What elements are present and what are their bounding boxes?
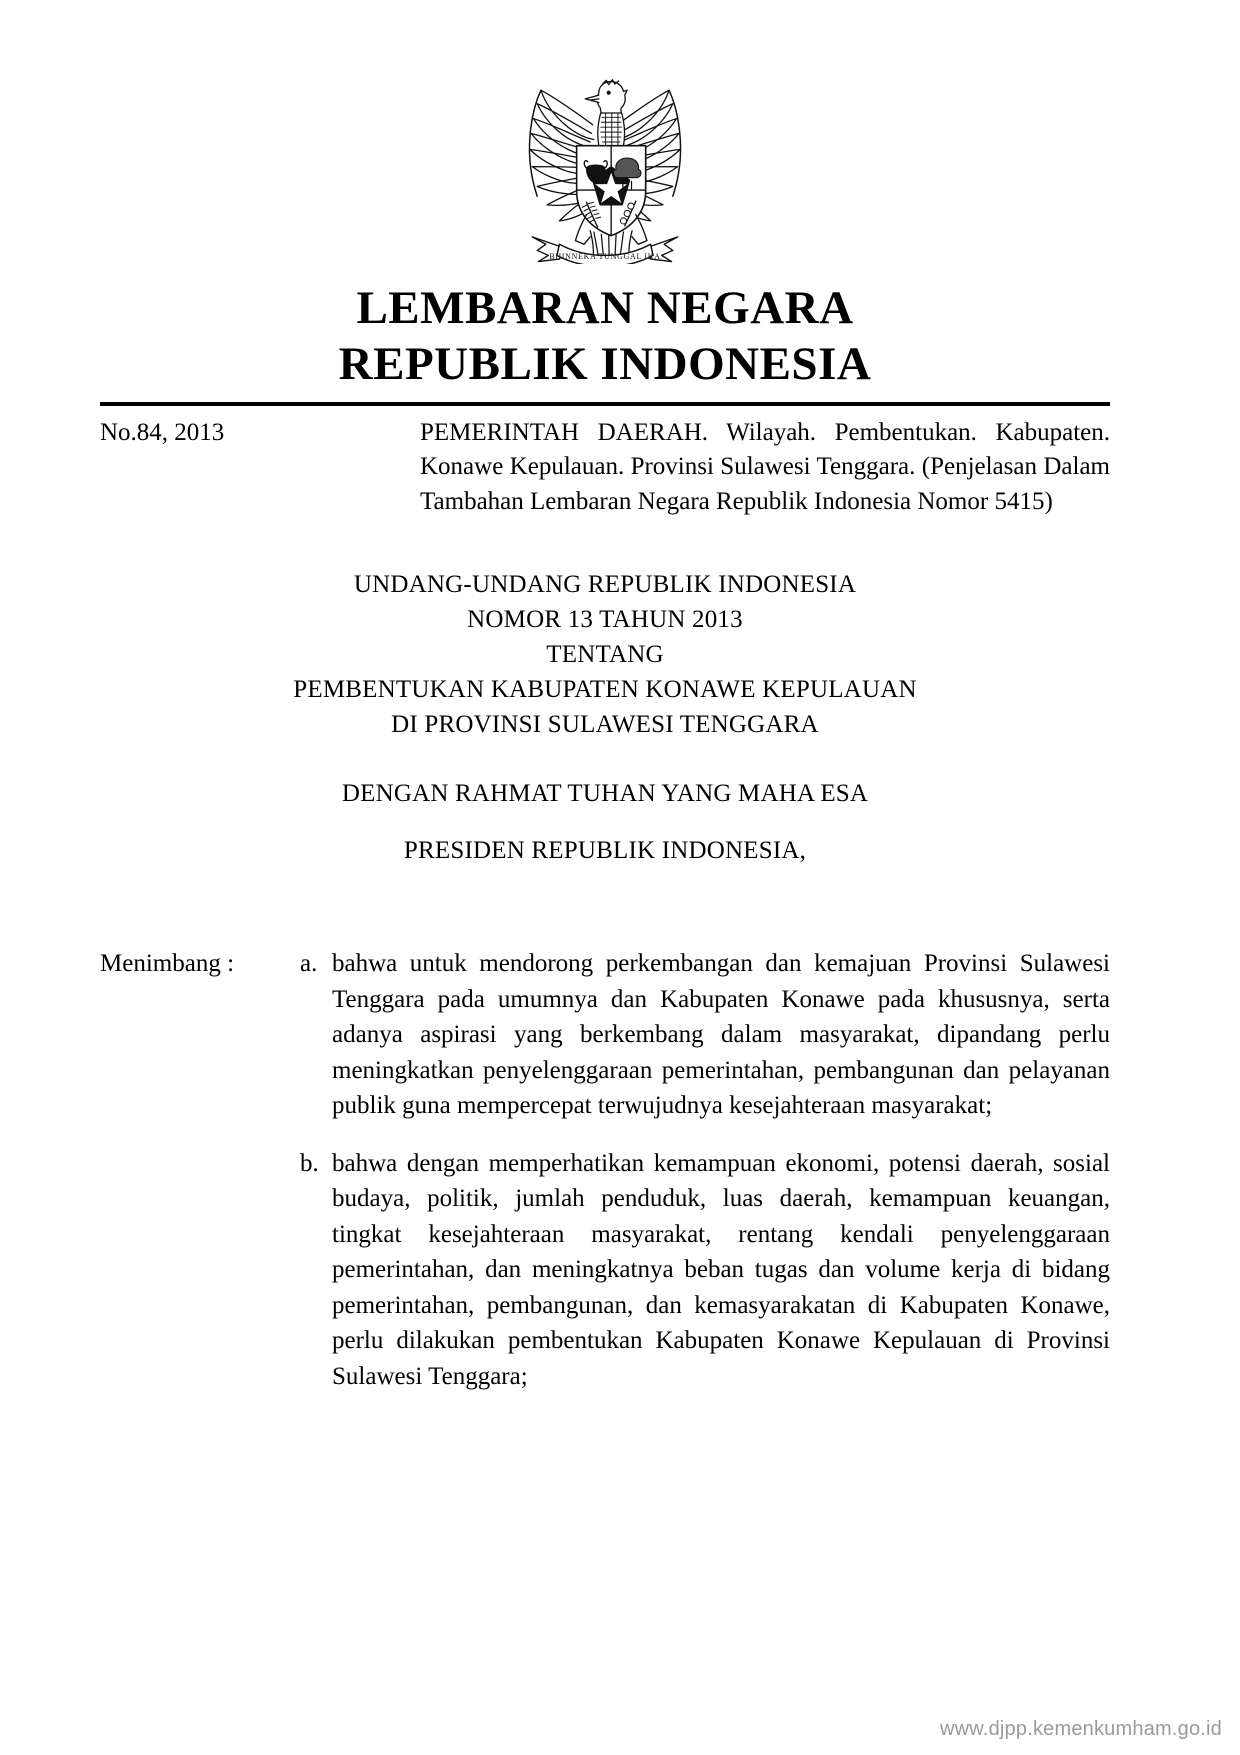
consideration-item-b (100, 1146, 1110, 1395)
gazette-number: No.84, 2013 (100, 418, 225, 446)
footer-watermark: www.djpp.kemenkumham.go.id (940, 1718, 1222, 1740)
considerations-block (100, 946, 1110, 1394)
act-title-line-2: NOMOR 13 TAHUN 2013 (467, 606, 743, 634)
consideration-marker-b: b. (300, 1149, 319, 1177)
consideration-marker-a: a. (300, 950, 318, 978)
emblem-motto-text: BHINNEKA TUNGGAL IKA (549, 252, 661, 262)
act-title-line-4: PEMBENTUKAN KABUPATEN KONAWE KEPULAUAN (293, 676, 917, 704)
garuda-pancasila-emblem (500, 52, 710, 264)
consideration-text-b: bahwa dengan memperhatikan kemampuan ekonomi, potensi daerah, sosial budaya, politik, jumlah penduduk, luas daerah, kemampuan keuangan, tingkat kesejahteraan masyarakat, rentang kendali penyelenggaraan pemerintahan, dan meningkatnya beban tugas dan volume kerja di bidang pemerintahan, pembangunan, dan kemasyarakatan di Kabupaten Konawe, perlu dilakukan pembentukan Kabupaten Konawe Kepulauan di Provinsi Sulawesi Tenggara; (332, 1149, 1110, 1390)
considerations-label: Menimbang : (100, 950, 235, 978)
masthead (100, 280, 1110, 406)
masthead-line-2: REPUBLIK INDONESIA (338, 338, 872, 391)
consideration-text-a: bahwa untuk mendorong perkembangan dan kemajuan Provinsi Sulawesi Tenggara pada umumnya dan Kabupaten Konawe pada khususnya, serta adanya aspirasi yang berkembang dalam masyarakat, dipandang perlu meningkatkan penyelenggaraan pemerintahan, pembangunan dan pelayanan publik guna mempercepat terwujudnya kesejahteraan masyarakat; (332, 950, 1110, 1120)
consideration-item-a (100, 946, 1110, 1124)
act-title-line-3: TENTANG (546, 641, 664, 669)
invocation-block (100, 776, 1110, 868)
document-content (100, 0, 1110, 1394)
masthead-divider (100, 402, 1110, 406)
emblem-container (100, 0, 1110, 264)
act-title-block (100, 567, 1110, 742)
masthead-line-1: LEMBARAN NEGARA (356, 282, 854, 334)
invocation-line-2: PRESIDEN REPUBLIK INDONESIA, (403, 837, 807, 865)
act-title-line-1: UNDANG-UNDANG REPUBLIK INDONESIA (353, 571, 857, 599)
invocation-line-1: DENGAN RAHMAT TUHAN YANG MAHA ESA (341, 780, 869, 808)
act-title-line-5: DI PROVINSI SULAWESI TENGGARA (391, 711, 819, 739)
gazette-subject: PEMERINTAH DAERAH. Wilayah. Pembentukan. Kabupaten. Konawe Kepulauan. Provinsi Sulawesi Tenggara. (Penjelasan Dalam Tambahan Lembaran Negara Republik Indonesia Nomor 5415) (420, 418, 1110, 515)
reference-header (100, 416, 1110, 520)
